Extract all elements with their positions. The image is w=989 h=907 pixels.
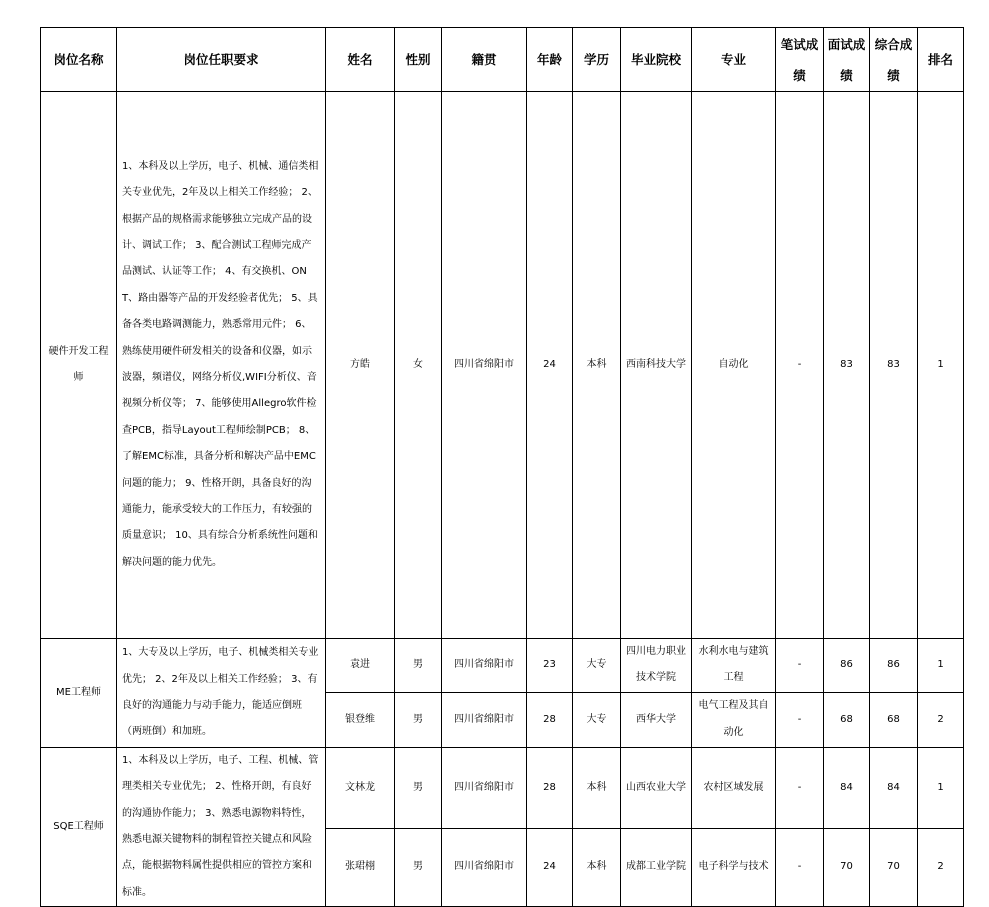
age-cell: 24 [527,92,573,639]
total-score-cell: 86 [870,639,918,693]
interview-score-cell: 84 [824,747,870,828]
written-score-cell: - [776,639,824,693]
rank-cell: 2 [918,829,964,907]
written-score-cell: - [776,747,824,828]
rank-cell: 2 [918,692,964,747]
header-education: 学历 [573,28,621,92]
header-row [41,28,964,92]
age-cell: 28 [527,747,573,828]
written-score-cell: - [776,92,824,639]
table-row [41,639,964,693]
origin-cell: 四川省绵阳市 [442,92,527,639]
origin-cell: 四川省绵阳市 [442,639,527,693]
rank-cell: 1 [918,639,964,693]
major-cell: 自动化 [692,92,776,639]
position-cell: SQE工程师 [41,747,117,906]
requirements-cell: 1、本科及以上学历，电子、工程、机械、管理类相关专业优先； 2、性格开朗，有良好的沟通协作能力； 3、熟悉电源物料特性，熟悉电源关键物料的制程管控关键点和风险点，能根据物料属性提供相应的管控方案和标准。 [117,747,326,906]
header-gender: 性别 [395,28,442,92]
name-cell: 银登维 [326,692,395,747]
requirements-cell: 1、本科及以上学历，电子、机械、通信类相关专业优先，2年及以上相关工作经验； 2、根据产品的规格需求能够独立完成产品的设计、调试工作； 3、配合测试工程师完成产品测试、认证等工作； 4、有交换机、ONT、路由器等产品的开发经验者优先； 5、具备各类电路调测能力，熟悉常用元件； 6、熟练使用硬件研发相关的设备和仪器，如示波器，频谱仪，网络分析仪,WIFI分析仪、音视频分析仪等； 7、能够使用Allegro软件检查PCB，指导Layout工程师绘制PCB； 8、了解EMC标准，具备分析和解决产品中EMC问题的能力； 9、性格开朗，具备良好的沟通能力，能承受较大的工作压力，有较强的质量意识； 10、具有综合分析系统性问题和解决问题的能力优先。 [117,92,326,639]
gender-cell: 男 [395,829,442,907]
education-cell: 本科 [573,747,621,828]
age-cell: 28 [527,692,573,747]
header-major: 专业 [692,28,776,92]
total-score-cell: 83 [870,92,918,639]
age-cell: 23 [527,639,573,693]
school-cell: 四川电力职业技术学院 [621,639,692,693]
education-cell: 本科 [573,829,621,907]
position-cell: ME工程师 [41,639,117,748]
major-cell: 农村区域发展 [692,747,776,828]
rank-cell: 1 [918,747,964,828]
interview-score-cell: 83 [824,92,870,639]
recruitment-results-table [40,27,964,907]
name-cell: 文林龙 [326,747,395,828]
header-position: 岗位名称 [41,28,117,92]
header-age: 年龄 [527,28,573,92]
education-cell: 大专 [573,692,621,747]
header-interview-score: 面试成绩 [824,28,870,92]
header-rank: 排名 [918,28,964,92]
requirements-cell: 1、大专及以上学历，电子、机械类相关专业优先； 2、2年及以上相关工作经验； 3、有良好的沟通能力与动手能力，能适应倒班（两班倒）和加班。 [117,639,326,748]
header-origin: 籍贯 [442,28,527,92]
name-cell: 袁进 [326,639,395,693]
written-score-cell: - [776,692,824,747]
gender-cell: 男 [395,747,442,828]
interview-score-cell: 68 [824,692,870,747]
rank-cell: 1 [918,92,964,639]
education-cell: 本科 [573,92,621,639]
position-cell: 硬件开发工程师 [41,92,117,639]
school-cell: 成都工业学院 [621,829,692,907]
total-score-cell: 68 [870,692,918,747]
origin-cell: 四川省绵阳市 [442,692,527,747]
name-cell: 张珺栩 [326,829,395,907]
written-score-cell: - [776,829,824,907]
gender-cell: 男 [395,639,442,693]
origin-cell: 四川省绵阳市 [442,829,527,907]
header-written-score: 笔试成绩 [776,28,824,92]
total-score-cell: 70 [870,829,918,907]
school-cell: 西南科技大学 [621,92,692,639]
major-cell: 水利水电与建筑工程 [692,639,776,693]
name-cell: 方皓 [326,92,395,639]
major-cell: 电气工程及其自动化 [692,692,776,747]
origin-cell: 四川省绵阳市 [442,747,527,828]
education-cell: 大专 [573,639,621,693]
interview-score-cell: 86 [824,639,870,693]
header-total-score: 综合成绩 [870,28,918,92]
school-cell: 西华大学 [621,692,692,747]
header-requirements: 岗位任职要求 [117,28,326,92]
interview-score-cell: 70 [824,829,870,907]
total-score-cell: 84 [870,747,918,828]
gender-cell: 男 [395,692,442,747]
age-cell: 24 [527,829,573,907]
table-row [41,92,964,639]
major-cell: 电子科学与技术 [692,829,776,907]
gender-cell: 女 [395,92,442,639]
school-cell: 山西农业大学 [621,747,692,828]
table-row [41,747,964,828]
header-name: 姓名 [326,28,395,92]
header-school: 毕业院校 [621,28,692,92]
